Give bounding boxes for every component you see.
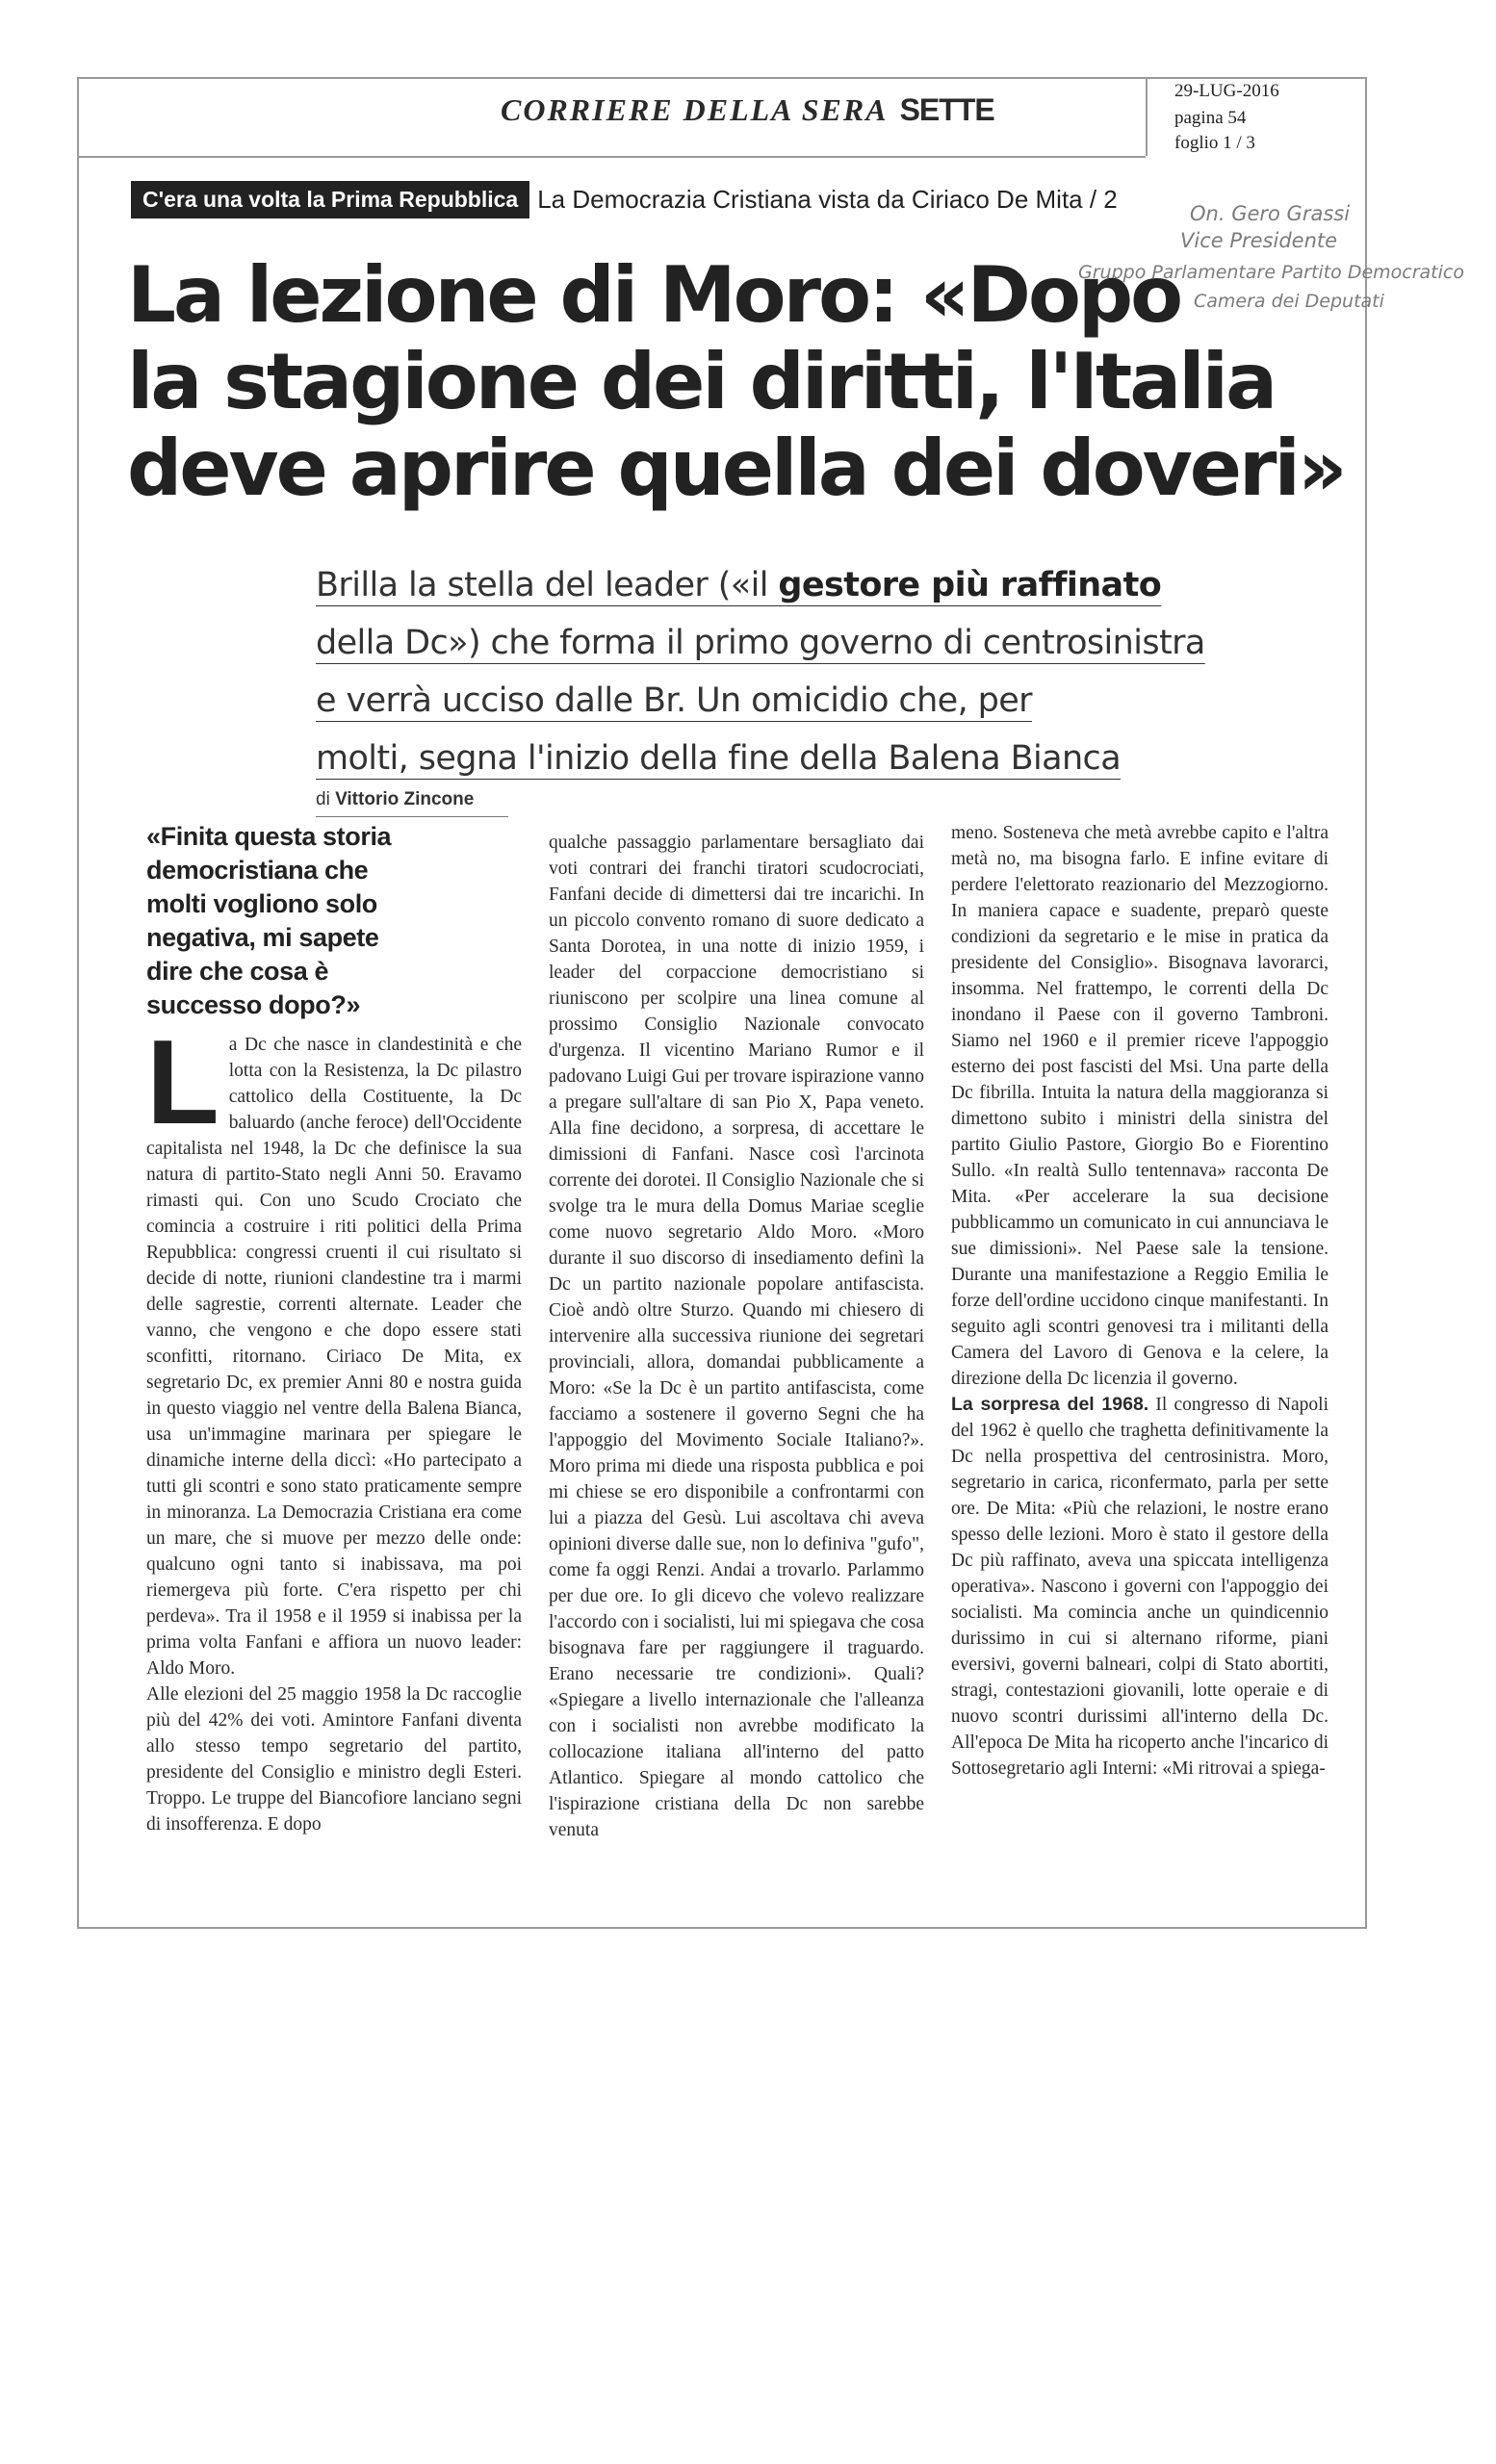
standfirst-line-1-text: Brilla la stella del leader («il: [316, 566, 779, 604]
article-paragraph: a Dc che nasce in clandestinità e che lotta con la Resistenza, la Dc pilastro cattolico della Costituente, la Dc baluardo (anche feroce) dell'Occidente capitalista nel 1948, la Dc che definisce la sua natura di partito-Stato negli Anni 50. Eravamo rimasti qui. Con uno Scudo Crociato che comincia a costruire i riti politici della Prima Repubblica: congressi cruenti il cui risultato si decide di notte, riunioni clandestine tra i marmi delle sagrestie, correnti alternate. Leader che vanno, che vengono e che dopo essere stati sconfitti, ritornano. Ciriaco De Mita, ex segretario Dc, ex premier Anni 80 e nostra guida in questo viaggio nel ventre della Balena Bianca, usa un'immagine marinara per spiegare le dinamiche interne della diccì: «Ho partecipato a tutti gli scontri e sono stato praticamente sempre in minoranza. La Democrazia Cristiana era come un mare, che si muove per mezzo delle onde: qualcuno ogni tanto si inabissava, ma poi riemergeva più forte. C'era rispetto per chi perdeva». Tra il 1958 e il 1959 si inabissa per la prima volta Fanfani e affiora un nuovo leader: Aldo Moro.: [146, 1035, 522, 1679]
article-paragraph: [951, 1392, 1328, 1782]
standfirst-line-1: [316, 556, 1163, 614]
drop-cap: L: [146, 1016, 219, 1149]
stamp-role: Vice Presidente: [1180, 229, 1338, 252]
article-paragraph: Alle elezioni del 25 maggio 1958 la Dc raccoglie più del 42% dei voti. Amintore Fanfani diventa allo stesso tempo segretario del partito, presidente del Consiglio e ministro degli Esteri. Troppo. Le truppe del Biancofiore lanciano segni di insofferenza. E dopo: [146, 1684, 522, 1835]
byline-rule: [316, 816, 508, 817]
series-subtitle: La Democrazia Cristiana vista da Ciriaco De Mita / 2: [537, 184, 1118, 214]
kicker: [131, 177, 1118, 221]
masthead: [501, 92, 994, 128]
article-text: Il congresso di Napoli del 1962 è quello che traghetta definitivamente la Dc nella prospettiva del centrosinistra. Moro, segretario in carica, riconfermato, parla per sette ore. De Mita: «Più che relazioni, le nostre erano spesso delle lezioni. Moro è stato il gestore della Dc più raffinato, aveva una spiccata intelligenza operativa». Nascono i governi con l'appoggio dei socialisti. Ma comincia anche un quindicennio durissimo in cui si alternano riforme, piani eversivi, governi balneari, colpi di Stato abortiti, stragi, contestazioni giovanili, lotte operaie e di nuovo scontri durissimi all'interno della Dc. All'epoca De Mita ha ricoperto anche l'incarico di Sottosegretario agli Interni: «Mi ritrovai a spiega-: [951, 1395, 1328, 1779]
sheet-number: foglio 1 / 3: [1174, 133, 1255, 153]
series-tag: C'era una volta la Prima Repubblica: [131, 181, 529, 218]
article-paragraph: meno. Sosteneva che metà avrebbe capito e l'altra metà no, ma bisogna farlo. E infine evitare di perdere l'elettorato reazionario del Mezzogiorno. In maniera capace e suadente, preparò queste condizioni da segretario e le mise in pratica da presidente del Consiglio». Bisognava lavorarci, insomma. Nel frattempo, le correnti della Dc inondano il Paese con il governo Tambroni. Siamo nel 1960 e il premier riceve l'appoggio esterno dei post fascisti del Msi. Una parte della Dc fibrilla. Intuita la natura della maggioranza si dimettono subito i ministri della sinistra del partito Giulio Pastore, Giorgio Bo e Fiorentino Sullo. «In realtà Sullo tentennava» racconta De Mita. «Per accelerare la sua decisione pubblicammo un comunicato in cui annunciava le sue dimissioni». Nel Paese sale la tensione. Durante una manifestazione a Reggio Emilia le forze dell'ordine uccidono cinque manifestanti. In seguito agli scontri genovesi tra i militanti della Camera del Lavoro di Genova e la celere, la direzione della Dc licenzia il governo.: [951, 823, 1328, 1389]
standfirst-line-4: molti, segna l'inizio della fine della Balena Bianca: [316, 739, 1122, 778]
byline-prefix: di: [316, 789, 330, 809]
byline: [316, 789, 474, 810]
pull-quote: «Finita questa storia democristiana che molti vogliono solo negativa, mi sapete dire che cosa è successo dopo?»: [146, 822, 392, 1019]
standfirst-line-3: e verrà ucciso dalle Br. Un omicidio che, per: [316, 681, 1032, 720]
stamp-name: On. Gero Grassi: [1190, 202, 1351, 225]
headline-line-2: la stagione dei diritti, l'Italia: [127, 337, 1276, 426]
standfirst-line-2: della Dc») che forma il primo governo di centrosinistra: [316, 624, 1205, 662]
headline-line-3: deve aprire quella dei doveri»: [127, 424, 1345, 513]
page-number: pagina 54: [1174, 108, 1247, 128]
standfirst-highlight: gestore più raffinato: [778, 566, 1162, 604]
subheading: La sorpresa del 1968.: [951, 1394, 1149, 1415]
headline: [127, 252, 1379, 512]
stamp-group: Gruppo Parlamentare Partito Democratico: [1078, 262, 1464, 283]
byline-author: Vittorio Zincone: [335, 789, 475, 809]
date: 29-LUG-2016: [1174, 81, 1279, 101]
article-column-3: [951, 820, 1328, 1782]
article-paragraph: qualche passaggio parlamentare bersagliato dai voti contrari dei franchi tiratori scudocrociati, Fanfani decide di dimettersi dai tre incarichi. In un piccolo convento romano di suore dedicato a Santa Dorotea, in una notte di inizio 1959, i leader del corpaccione democristiano si riuniscono per scolpire una linea comune al prossimo Consiglio Nazionale convocato d'urgenza. Il vicentino Mariano Rumor e il padovano Luigi Gui per trovare ispirazione vanno a pregare sull'altare di san Pio X, Papa veneto. Alla fine decidono, a sorpresa, di accettare le dimissioni di Fanfani. Nasce così l'arcinota corrente dei dorotei. Il Consiglio Nazionale che si svolge tra le mura della Domus Mariae sceglie come nuovo segretario Aldo Moro. «Moro durante il suo discorso di insediamento definì la Dc un partito nazionale popolare antifascista. Cioè andò oltre Sturzo. Quando mi chiesero di intervenire alla successiva riunione dei segretari provinciali, allora, domandai pubblicamente a Moro: «Se la Dc è un partito antifascista, come facciamo a sostenere il governo Segni che ha l'appoggio del Movimento Sociale Italiano?». Moro prima mi diede una risposta pubblica e poi mi chiese se ero disponibile a confrontarmi con lui a piazza del Gesù. Lui ascoltava chi aveva opinioni diverse dalle sue, non lo definiva "gufo", come fa oggi Renzi. Andai a trovarlo. Parlammo per due ore. Io gli dicevo che volevo realizzare l'accordo con i socialisti, lui mi spiegava che cosa bisognava fare per raggiungere il traguardo. Erano necessarie tre condizioni». Quali? «Spiegare a livello internazionale che l'alleanza con i socialisti non avrebbe modificato la collocazione italiana all'interno del patto Atlantico. Spiegare al mondo cattolico che l'ispirazione cristiana della Dc non sarebbe venuta: [549, 833, 924, 1840]
headline-line-1: La lezione di Moro: «Dopo: [127, 250, 1181, 340]
masthead-title: CORRIERE DELLA SERA: [501, 92, 889, 127]
supplement-logo: SETTE: [899, 92, 994, 127]
article-column-1: [146, 1016, 522, 1837]
standfirst: [316, 556, 1205, 787]
article-column-2: [549, 830, 924, 1843]
stamp-chamber: Camera dei Deputati: [1194, 291, 1384, 312]
